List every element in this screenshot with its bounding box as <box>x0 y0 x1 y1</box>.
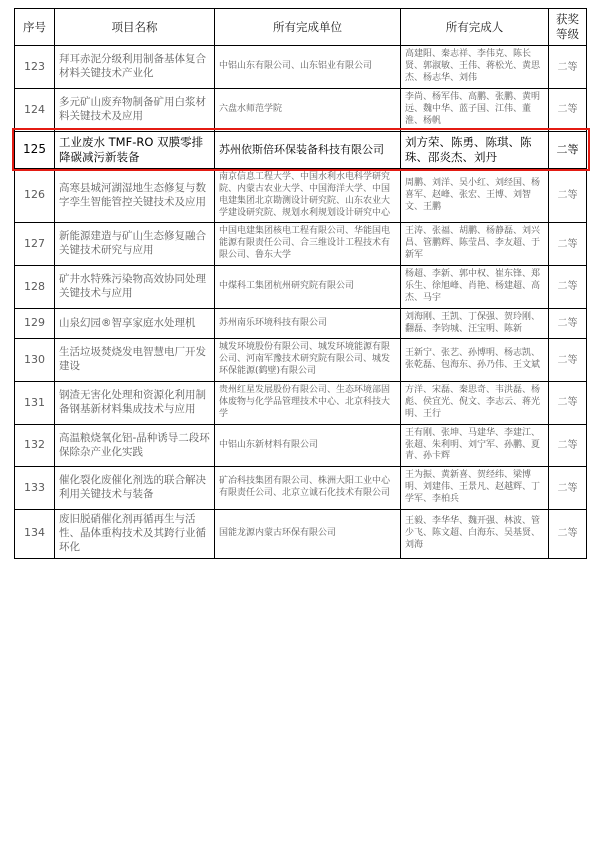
cell-org: 苏州南乐环境科技有限公司 <box>215 308 401 339</box>
cell-grade: 二等 <box>549 339 587 382</box>
cell-people: 李尚、杨军伟、高鹏、张鹏、黄明远、魏中华、蓝子国、江伟、董淮、杨帆 <box>401 88 549 131</box>
table-row <box>15 168 587 223</box>
cell-people: 周鹏、刘洋、吴小红、刘经国、杨喜军、赵峰、张宏、王博、刘智文、王鹏 <box>401 168 549 223</box>
cell-org: 贵州红星发展股份有限公司、生态环境部固体废物与化学品管理技术中心、北京科技大学 <box>215 382 401 425</box>
table-row <box>15 88 587 131</box>
cell-no: 127 <box>15 223 55 266</box>
table-row <box>15 46 587 89</box>
cell-no: 123 <box>15 46 55 89</box>
table-row <box>15 339 587 382</box>
table-row <box>15 509 587 558</box>
cell-title: 拜耳赤泥分级利用制备基体复合材料关键技术产业化 <box>55 46 215 89</box>
cell-title: 高寒县城河湖湿地生态修复与数字孪生智能管控关键技术及应用 <box>55 168 215 223</box>
column-header-people: 所有完成人 <box>401 9 549 46</box>
column-header-grade-line1: 获奖 <box>556 12 579 26</box>
column-header-title: 项目名称 <box>55 9 215 46</box>
cell-title: 废旧脱硝催化剂再循再生与活性、晶体重构技术及其跨行业循环化 <box>55 509 215 558</box>
cell-people: 王毅、李华华、魏开强、林波、管少飞、陈文超、白海东、吴基贤、刘海 <box>401 509 549 558</box>
table-row <box>15 382 587 425</box>
cell-title: 多元矿山废弃物制备矿用白浆材料关键技术及应用 <box>55 88 215 131</box>
cell-grade: 二等 <box>549 168 587 223</box>
cell-no: 132 <box>15 424 55 467</box>
cell-grade: 二等 <box>549 424 587 467</box>
cell-people: 刘方荣、陈勇、陈琪、陈珠、邵炎杰、刘丹 <box>401 131 549 168</box>
column-header-grade-line2: 等级 <box>556 27 579 42</box>
table-header <box>15 9 587 46</box>
cell-org: 中煤科工集团杭州研究院有限公司 <box>215 266 401 309</box>
cell-grade: 二等 <box>549 467 587 510</box>
cell-org: 中国电建集团核电工程有限公司、华能国电能源有限责任公司、合三维设计工程技术有限公司、鲁东大学 <box>215 223 401 266</box>
cell-no: 128 <box>15 266 55 309</box>
cell-grade: 二等 <box>549 308 587 339</box>
cell-grade: 二等 <box>549 382 587 425</box>
table-row <box>15 266 587 309</box>
cell-grade: 二等 <box>549 46 587 89</box>
column-header-org: 所有完成单位 <box>215 9 401 46</box>
cell-no: 125 <box>15 131 55 168</box>
column-header-grade <box>549 9 587 46</box>
cell-grade: 二等 <box>549 266 587 309</box>
cell-people: 王新宁、张艺、孙博明、杨志凯、张乾磊、包海东、孙乃伟、王文斌 <box>401 339 549 382</box>
cell-org: 国能龙源内蒙古环保有限公司 <box>215 509 401 558</box>
cell-org: 城发环境股份有限公司、城发环境能源有限公司、河南军豫技术研究院有限公司、城发环保能源(鹤壁)有限公司 <box>215 339 401 382</box>
cell-title: 生活垃圾焚烧发电智慧电厂开发建设 <box>55 339 215 382</box>
cell-no: 133 <box>15 467 55 510</box>
cell-no: 130 <box>15 339 55 382</box>
cell-no: 129 <box>15 308 55 339</box>
table-row <box>15 223 587 266</box>
cell-people: 高建阳、秦志祥、李伟克、陈长贤、郭淑敏、王伟、蒋松光、黄思杰、杨志华、刘伟 <box>401 46 549 89</box>
cell-title: 工业废水 TMF-RO 双膜零排降碳减污新装备 <box>55 131 215 168</box>
cell-grade: 二等 <box>549 88 587 131</box>
award-list-table <box>14 8 587 559</box>
cell-grade: 二等 <box>549 131 587 168</box>
cell-org: 矿冶科技集团有限公司、株洲大阳工业中心有限责任公司、北京立诚石化技术有限公司 <box>215 467 401 510</box>
cell-people: 王有刚、张坤、马建华、李建江、张超、朱利明、刘宁军、孙鹏、夏青、孙卡辉 <box>401 424 549 467</box>
cell-org: 中铝山东有限公司、山东铝业有限公司 <box>215 46 401 89</box>
cell-people: 杨超、李新、郭中权、崔东锋、郑乐生、徐旭峰、肖艳、杨建超、高杰、马宇 <box>401 266 549 309</box>
cell-grade: 二等 <box>549 223 587 266</box>
cell-title: 山泉幻园®智享家庭水处理机 <box>55 308 215 339</box>
cell-no: 124 <box>15 88 55 131</box>
table-header-row <box>15 9 587 46</box>
cell-people: 王为振、黄新喜、贺经纬、梁博明、刘建伟、王景凡、赵越辉、丁学军、李柏兵 <box>401 467 549 510</box>
cell-title: 高温粮烧氧化铝-晶种诱导二段环保除杂产业化实践 <box>55 424 215 467</box>
cell-org: 苏州依斯倍环保装备科技有限公司 <box>215 131 401 168</box>
cell-title: 新能源建造与矿山生态修复融合关键技术研究与应用 <box>55 223 215 266</box>
column-header-no: 序号 <box>15 9 55 46</box>
cell-no: 126 <box>15 168 55 223</box>
cell-title: 催化裂化废催化剂选的联合解决利用关键技术与装备 <box>55 467 215 510</box>
cell-people: 王涛、张福、胡鹏、杨静磊、刘兴昌、管鹏辉、陈莹昌、李友超、于新军 <box>401 223 549 266</box>
cell-title: 钢渣无害化处理和资源化利用制备钢基新材料集成技术与应用 <box>55 382 215 425</box>
table-row <box>15 467 587 510</box>
cell-org: 南京信息工程大学、中国水利水电科学研究院、内蒙古农业大学、中国海洋大学、中国电建集团北京勘测设计研究院、山东农业大学建设研究院、规划水利规划设计研究中心 <box>215 168 401 223</box>
cell-no: 131 <box>15 382 55 425</box>
cell-org: 六盘水师范学院 <box>215 88 401 131</box>
cell-grade: 二等 <box>549 509 587 558</box>
table-row <box>15 424 587 467</box>
cell-no: 134 <box>15 509 55 558</box>
table-row <box>15 308 587 339</box>
table-body <box>15 46 587 558</box>
table-row <box>15 131 587 168</box>
cell-people: 刘海刚、王凯、丁保强、贺玲刚、翻磊、李钧城、汪宝明、陈新 <box>401 308 549 339</box>
cell-title: 矿井水特殊污染物高效协同处理关键技术与应用 <box>55 266 215 309</box>
cell-org: 中铝山东新材料有限公司 <box>215 424 401 467</box>
cell-people: 方洋、宋磊、秦思奇、韦洪磊、杨彪、侯宜光、倪文、李志云、蒋光明、王行 <box>401 382 549 425</box>
